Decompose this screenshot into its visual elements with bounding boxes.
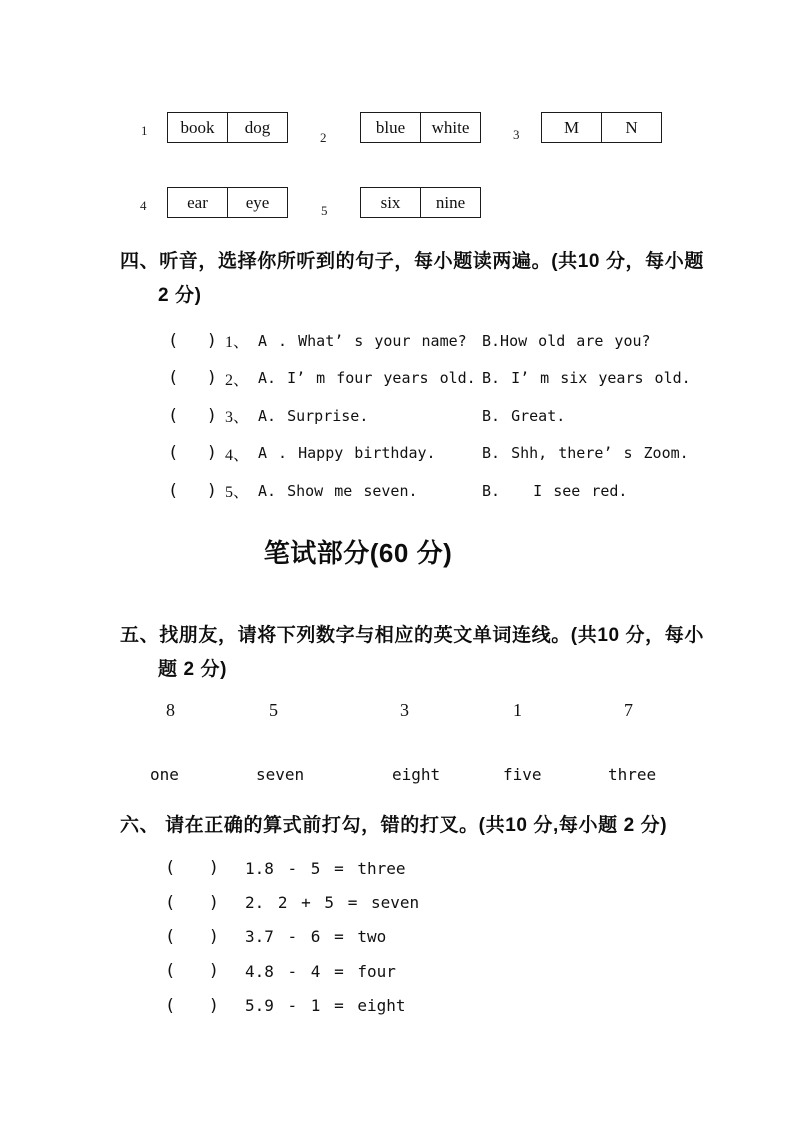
word-box-number: 1 xyxy=(141,123,148,138)
word-cell: six xyxy=(380,192,401,212)
open-paren: ( xyxy=(165,995,176,1016)
open-paren: ( xyxy=(165,858,176,879)
section-six-heading: 六、 请在正确的算式前打勾，错的打叉。(共10 分,每小题 2 分) xyxy=(120,815,668,836)
equation-item xyxy=(165,954,419,988)
close-paren: ) xyxy=(208,892,219,913)
equation-item xyxy=(165,989,419,1023)
close-paren: ) xyxy=(208,926,219,947)
question-number: 3、 xyxy=(225,409,250,427)
question-number: 1、 xyxy=(225,334,250,352)
question-number: 4、 xyxy=(225,446,250,464)
word-cell: blue xyxy=(375,117,406,137)
answer-parens xyxy=(165,858,219,878)
close-paren: ) xyxy=(208,858,219,879)
word-box-number: 3 xyxy=(513,127,520,142)
equation-text: 3.7 - 6 = two xyxy=(245,927,387,947)
option-b: B. I’ m six years old. xyxy=(482,369,691,388)
word-pair-box xyxy=(360,187,481,218)
word-pair-box xyxy=(167,112,288,143)
listening-item xyxy=(168,435,691,473)
equation-items xyxy=(165,851,419,1023)
equation-text: 2. 2 + 5 = seven xyxy=(245,893,420,913)
open-paren: ( xyxy=(165,892,176,913)
listening-item xyxy=(168,397,691,435)
equation-text: 4.8 - 4 = four xyxy=(245,961,396,981)
option-a: A. I’ m four years old. xyxy=(258,369,476,388)
answer-parens xyxy=(168,406,217,426)
option-a: A. Show me seven. xyxy=(258,481,418,500)
match-number: 7 xyxy=(624,700,633,720)
close-paren: ) xyxy=(208,961,219,982)
answer-parens xyxy=(168,481,217,501)
equation-text: 5.9 - 1 = eight xyxy=(245,996,406,1016)
equation-text: 1.8 - 5 = three xyxy=(245,858,406,878)
option-a: A. Surprise. xyxy=(258,406,369,425)
close-paren: ) xyxy=(206,443,217,464)
open-paren: ( xyxy=(168,368,179,389)
close-paren: ) xyxy=(206,480,217,501)
open-paren: ( xyxy=(165,926,176,947)
word-cell: dog xyxy=(227,113,287,142)
match-number: 8 xyxy=(166,700,175,720)
word-pair-box xyxy=(541,112,662,143)
open-paren: ( xyxy=(168,330,179,351)
answer-parens xyxy=(168,443,217,463)
answer-parens xyxy=(168,331,217,351)
question-number: 2、 xyxy=(225,371,250,389)
open-paren: ( xyxy=(168,443,179,464)
option-b: B. Great. xyxy=(482,406,566,425)
equation-item xyxy=(165,851,419,885)
answer-parens xyxy=(168,368,217,388)
section-four-heading-line1: 四、听音，选择你所听到的句子，每小题读两遍。(共10 分，每小题 xyxy=(120,251,704,272)
open-paren: ( xyxy=(165,961,176,982)
word-pair-box xyxy=(167,187,288,218)
word-cell: N xyxy=(601,113,661,142)
open-paren: ( xyxy=(168,480,179,501)
word-cell: nine xyxy=(420,188,480,217)
listening-item xyxy=(168,472,691,510)
close-paren: ) xyxy=(208,995,219,1016)
answer-parens xyxy=(165,961,219,981)
word-box-number: 2 xyxy=(320,130,327,145)
word-cell: eye xyxy=(227,188,287,217)
word-cell: book xyxy=(180,117,215,137)
word-cell: M xyxy=(563,117,580,137)
equation-item xyxy=(165,920,419,954)
close-paren: ) xyxy=(206,405,217,426)
option-b: B.How old are you? xyxy=(482,331,651,350)
answer-parens xyxy=(165,927,219,947)
listening-item xyxy=(168,322,691,360)
match-number: 1 xyxy=(513,700,522,720)
option-a: A . Happy birthday. xyxy=(258,444,436,463)
question-number: 5、 xyxy=(225,484,250,502)
word-pair-box xyxy=(360,112,481,143)
listening-items xyxy=(168,322,691,510)
match-word: five xyxy=(503,765,542,784)
listening-item xyxy=(168,360,691,398)
option-b: B. I see red. xyxy=(482,481,628,500)
answer-parens xyxy=(165,893,219,913)
equation-item xyxy=(165,885,419,919)
match-number: 3 xyxy=(400,700,409,720)
match-word: eight xyxy=(392,765,441,784)
section-four-heading-line2: 2 分) xyxy=(158,285,202,306)
written-test-title: 笔试部分(60 分) xyxy=(263,538,453,568)
answer-parens xyxy=(165,996,219,1016)
match-word: one xyxy=(150,765,179,784)
close-paren: ) xyxy=(206,330,217,351)
option-a: A . What’ s your name? xyxy=(258,331,467,350)
word-cell: ear xyxy=(187,192,208,212)
word-box-number: 4 xyxy=(140,198,147,213)
match-word: seven xyxy=(256,765,305,784)
option-b: B. Shh, there’ s Zoom. xyxy=(482,444,689,463)
section-five-heading-line2: 题 2 分) xyxy=(158,659,228,680)
close-paren: ) xyxy=(206,368,217,389)
open-paren: ( xyxy=(168,405,179,426)
section-five-heading-line1: 五、找朋友，请将下列数字与相应的英文单词连线。(共10 分，每小 xyxy=(120,625,704,646)
match-number: 5 xyxy=(269,700,278,720)
word-box-number: 5 xyxy=(321,203,328,218)
word-cell: white xyxy=(420,113,480,142)
match-word: three xyxy=(608,765,657,784)
